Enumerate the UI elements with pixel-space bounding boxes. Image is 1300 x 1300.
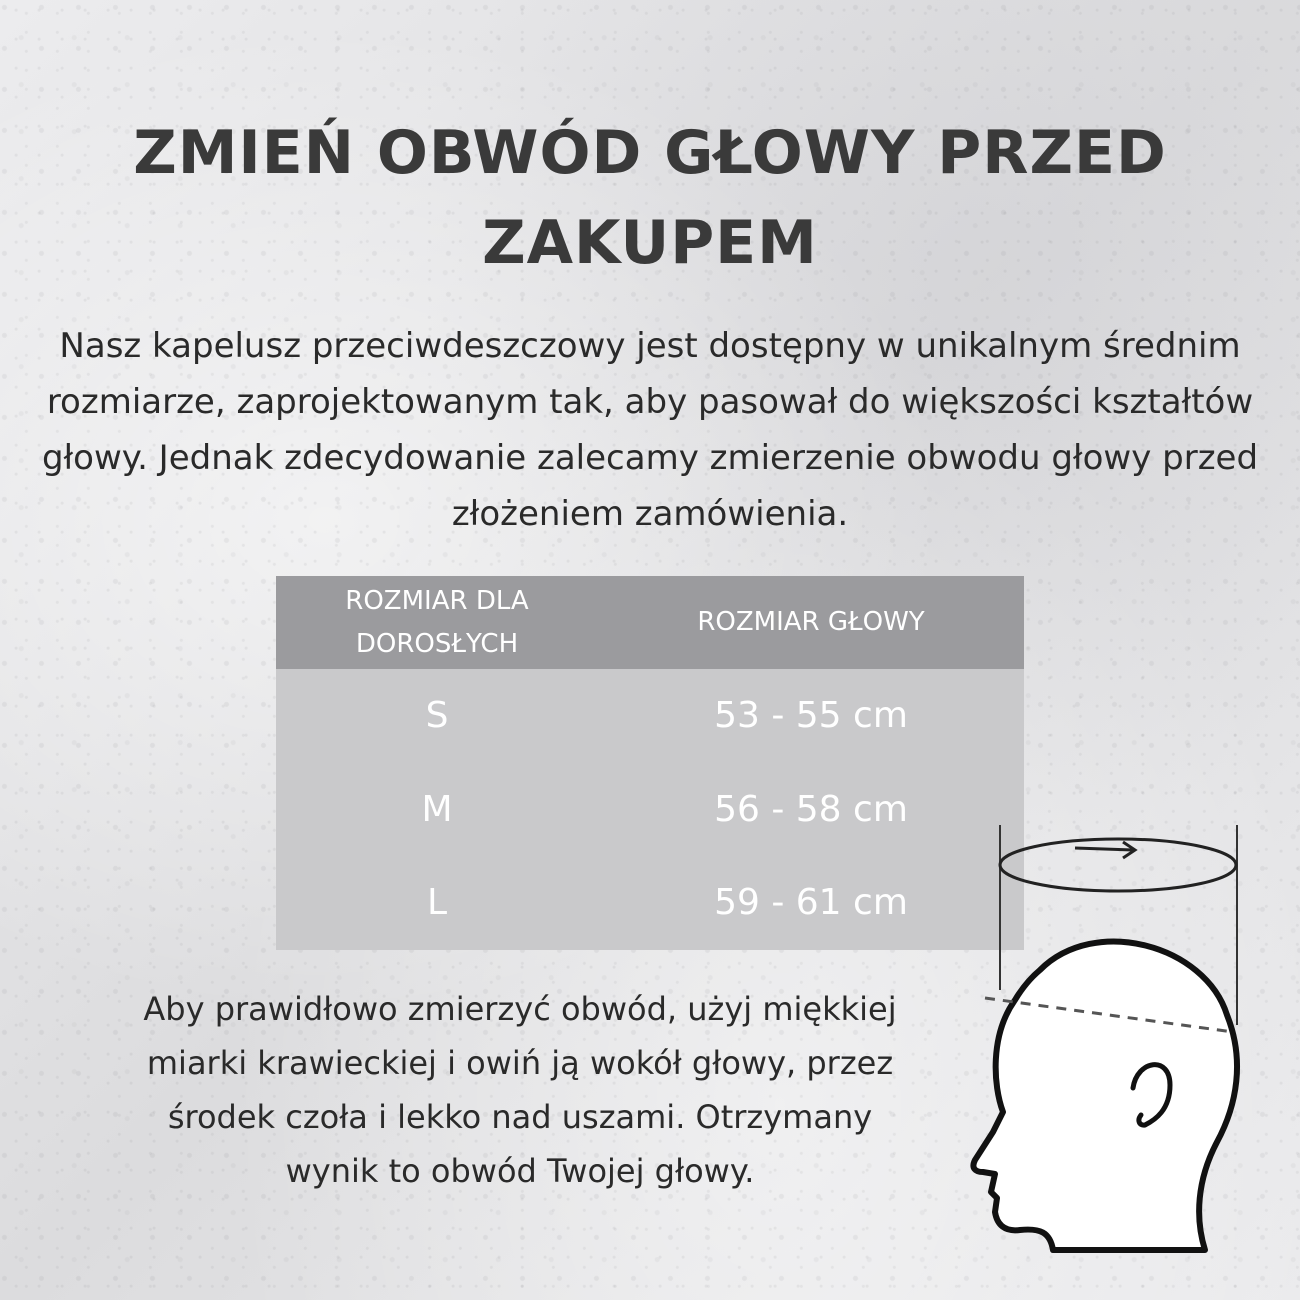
table-row — [276, 856, 1024, 950]
size-table — [276, 576, 1024, 950]
page-title: ZMIEŃ OBWÓD GŁOWY PRZED ZAKUPEM — [133, 118, 1167, 278]
intro-text: Nasz kapelusz przeciwdeszczowy jest dostępny w unikalnym średnim rozmiarze, zaprojektowanym tak, aby pasował do większości kształtów głowy. Jednak zdecydowanie zalecamy zmierzenie obwodu głowy przed złożeniem zamówienia. — [41, 326, 1259, 534]
table-header — [276, 576, 1024, 669]
size-cell: L — [426, 882, 448, 924]
table-row — [276, 763, 1024, 857]
header-head-size: ROZMIAR GŁOWY — [697, 607, 925, 637]
head-measurement-icon — [965, 820, 1255, 1260]
range-cell: 56 - 58 cm — [714, 788, 908, 830]
range-cell: 59 - 61 cm — [714, 882, 908, 924]
table-row — [276, 669, 1024, 763]
tape-arrow-line — [1075, 848, 1133, 850]
measurement-instructions: Aby prawidłowo zmierzyć obwód, użyj miękkiej miarki krawieckiej i owiń ją wokół głowy, przez środek czoła i lekko nad uszami. Otrzymany wynik to obwód Twojej głowy. — [143, 990, 897, 1190]
measuring-tape-ellipse — [1000, 839, 1236, 891]
size-cell: S — [425, 695, 449, 737]
header-adult-size: ROZMIAR DLA DOROSŁYCH — [345, 585, 529, 659]
range-cell: 53 - 55 cm — [714, 695, 908, 737]
head-outline-icon — [973, 942, 1237, 1250]
size-cell: M — [421, 788, 453, 830]
